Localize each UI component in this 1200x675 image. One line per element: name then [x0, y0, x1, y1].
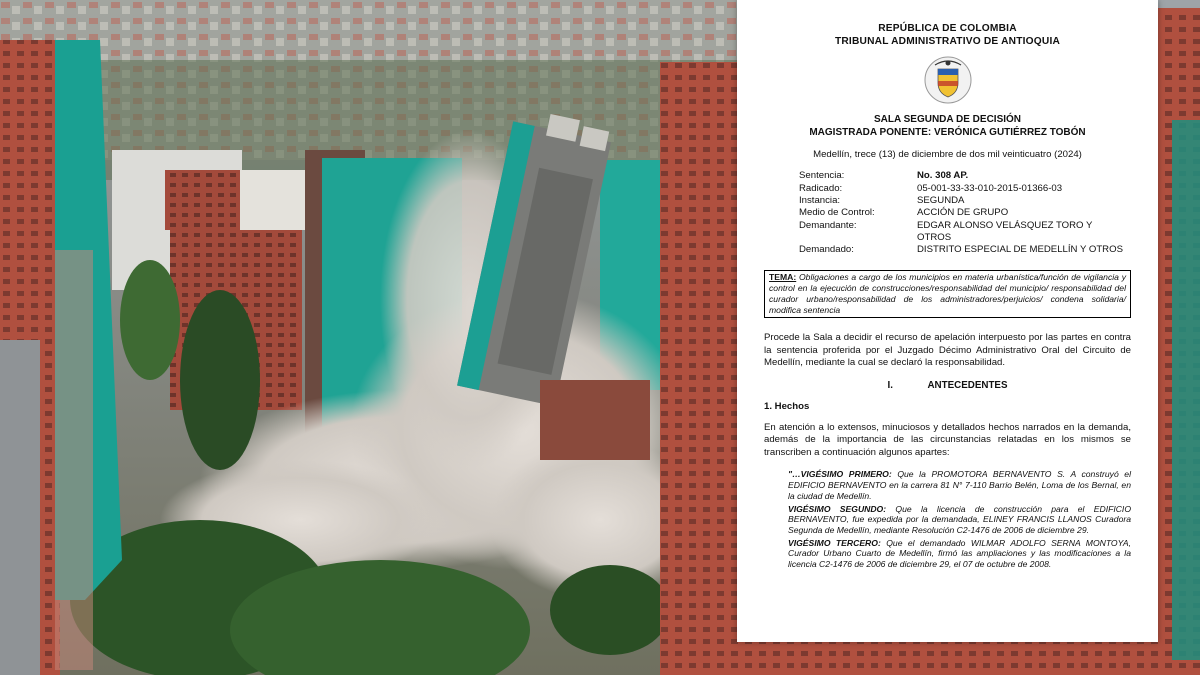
subsection-heading: 1. Hechos	[764, 400, 810, 412]
meta-key: Instancia:	[799, 195, 841, 207]
quoted-facts	[788, 469, 1131, 570]
meta-row	[799, 170, 1128, 182]
quote-label: VIGÉSIMO TERCERO:	[788, 537, 881, 548]
right-brick-building	[660, 62, 740, 675]
pine-tree	[180, 290, 260, 470]
meta-key: Sentencia:	[799, 170, 845, 182]
meta-key: Demandante:	[799, 219, 857, 231]
rubble-brick	[540, 380, 650, 460]
header-tribunal: TRIBUNAL ADMINISTRATIVO DE ANTIOQUIA	[834, 36, 1061, 48]
quote-item	[788, 504, 1131, 536]
left-balconies	[55, 250, 93, 670]
coat-of-arms-seal-icon	[923, 55, 973, 105]
intro-paragraph: Procede la Sala a decidir el recurso de apelación interpuesto por las partes en contra la sentencia proferida por el Juzgado Décimo Administrativo Oral del Circuito de Medellín, mediante la cual se declaró la responsabilidad.	[764, 332, 1131, 369]
meta-value: ACCIÓN DE GRUPO	[917, 207, 1009, 219]
meta-row	[799, 183, 1128, 195]
meta-key: Demandado:	[799, 244, 854, 256]
meta-value: No. 308 AP.	[917, 170, 969, 182]
brick-block-back	[165, 170, 240, 230]
sala-title: SALA SEGUNDA DE DECISIÓN	[873, 113, 1022, 125]
far-right-green-panels	[1172, 120, 1200, 660]
quote-item	[788, 538, 1131, 570]
quote-text: Que la PROMOTORA BERNAVENTO S. A construyó el EDIFICIO BERNAVENTO en la carrera 81 N° 7-110 Barrio Belén, Loma de los Bernal, en la ciudad de Medellín.	[788, 469, 1131, 501]
section-number: I.	[887, 379, 893, 391]
facts-intro-paragraph: En atención a lo extensos, minuciosos y detallados hechos narrados en la demanda, además de la importancia de las circunstancias relatadas en los mismos se transcriben a continuación algunos apartes:	[764, 421, 1131, 458]
meta-row	[799, 195, 1128, 207]
quote-text: Que el demandado WILMAR ADOLFO SERNA MONTOYA, Curador Urbano Cuarto de Medellín, firmó las ampliaciones y las modificaciones a la licencia C2-1476 de 2006 de diciembre 29, el 07 de octubre de 2008.	[788, 537, 1131, 570]
meta-value: SEGUNDA	[917, 195, 965, 207]
left-grey-facade	[0, 340, 40, 675]
meta-value: DISTRITO ESPECIAL DE MEDELLÍN Y OTROS	[917, 244, 1123, 256]
meta-value: EDGAR ALONSO VELÁSQUEZ TORO Y OTROS	[917, 219, 1093, 243]
court-ruling-document	[737, 0, 1158, 642]
quote-item	[788, 469, 1131, 501]
side-tree	[120, 260, 180, 380]
quote-text: Que la licencia de construcción para el EDIFICIO BERNAVENTO, fue expedida por la demandada, ELINEY FRANCIS LLANOS Curadora Segunda de Medellín, mediante Resolución C2-1476 de 2006 de diciembre 29.	[788, 503, 1131, 535]
meta-key: Radicado:	[799, 182, 843, 194]
tema-text: Obligaciones a cargo de los municipios en materia urbanística/función de vigilancia y control en la ejecución de construcciones/responsabilidad del municipio/ responsabilidad del curador urbano/responsabilidad de los administradores/perjuicios/ condena solidaria/ modifica sentencia	[769, 272, 1127, 315]
meta-row	[799, 207, 1128, 219]
foreground-tree-3	[550, 565, 670, 655]
tema-box	[764, 270, 1131, 318]
date-line: Medellín, trece (13) de diciembre de dos mil veinticuatro (2024)	[813, 148, 1082, 160]
quote-label: VIGÉSIMO SEGUNDO:	[788, 503, 887, 514]
section-heading	[764, 380, 1131, 392]
meta-row	[799, 220, 1128, 245]
white-building-2	[240, 170, 310, 230]
section-title: ANTECEDENTES	[927, 379, 1008, 391]
case-metadata-table	[799, 170, 1128, 256]
quote-label: "…VIGÉSIMO PRIMERO:	[788, 469, 892, 480]
meta-row	[799, 244, 1128, 256]
magistrada-title: MAGISTRADA PONENTE: VERÓNICA GUTIÉRREZ TOBÓN	[809, 126, 1086, 138]
tema-label: TEMA:	[769, 272, 797, 283]
meta-value: 05-001-33-33-010-2015-01366-03	[917, 182, 1063, 194]
meta-key: Medio de Control:	[799, 207, 875, 219]
header-country: REPÚBLICA DE COLOMBIA	[878, 23, 1017, 34]
